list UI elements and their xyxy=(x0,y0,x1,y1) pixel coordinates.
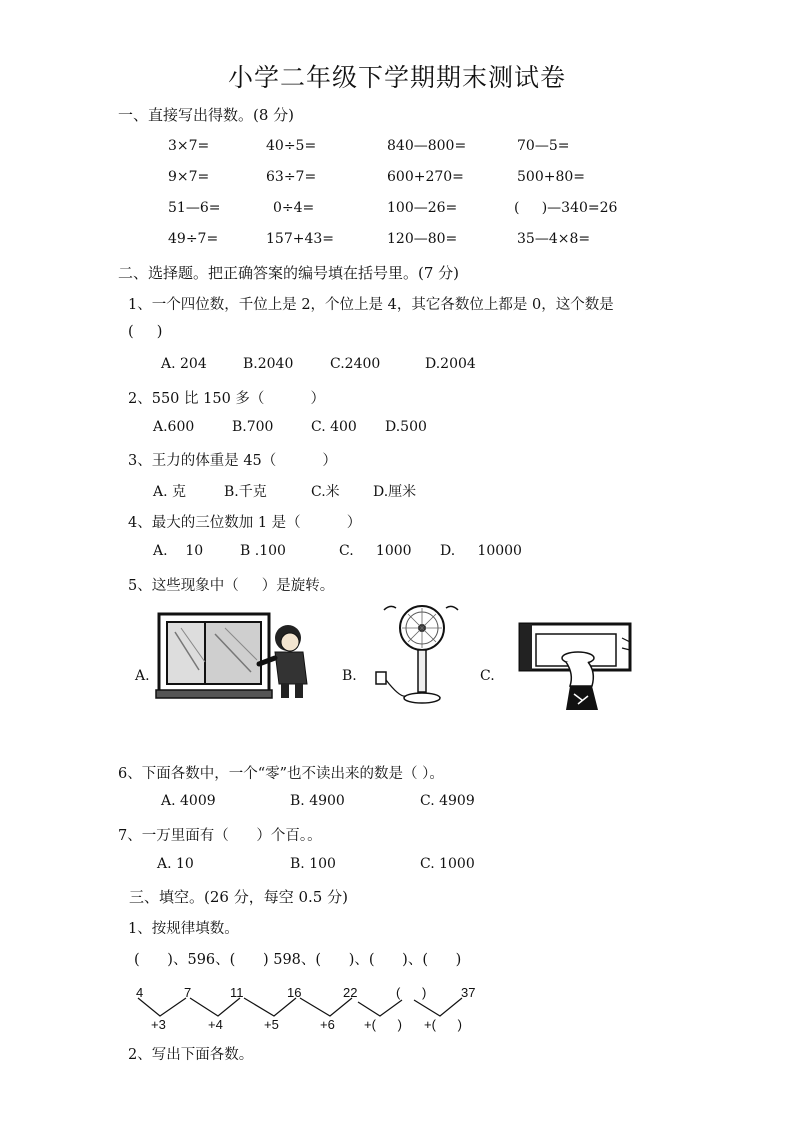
pattern-number: 4 xyxy=(136,985,144,1000)
option-d: D.500 xyxy=(385,419,427,435)
option-a: A.600 xyxy=(153,419,195,435)
option-b: B.700 xyxy=(232,419,274,435)
fill-question-2-text: 2、写出下面各数。 xyxy=(128,1047,254,1063)
option-a: A. 4009 xyxy=(161,793,216,809)
arith-item: 157+43= xyxy=(266,231,334,247)
arith-item: 51—6= xyxy=(168,200,221,216)
option-d: D. 10000 xyxy=(440,543,522,559)
section3-heading: 三、填空。(26 分，每空 0.5 分) xyxy=(129,888,348,906)
option-c: C. 400 xyxy=(311,419,357,435)
question-2-text: 2、550 比 150 多（ ） xyxy=(128,391,325,407)
arith-item: 100—26= xyxy=(387,200,458,216)
option-a: A. 204 xyxy=(161,356,207,372)
option-b: B. 100 xyxy=(290,856,336,872)
option-c: C. 1000 xyxy=(339,543,412,559)
question-7-text: 7、一万里面有（ ）个百。。 xyxy=(118,828,322,844)
option-c: C. 1000 xyxy=(420,856,475,872)
arith-item: 49÷7= xyxy=(168,231,219,247)
pattern-number: 22 xyxy=(343,985,358,1000)
arith-item: 840—800= xyxy=(387,138,467,154)
arith-item: 40÷5= xyxy=(266,138,317,154)
question-1-text: 1、一个四位数，千位上是 2，个位上是 4，其它各数位上都是 0，这个数是 xyxy=(128,297,614,313)
option-b: B.2040 xyxy=(243,356,294,372)
pattern-step: +3 xyxy=(151,1017,166,1032)
option-a: A. 10 xyxy=(157,856,194,872)
pattern-step: +5 xyxy=(264,1017,279,1032)
pattern-number: 37 xyxy=(461,985,476,1000)
option-c: C.米 xyxy=(311,484,340,500)
arith-item: 120—80= xyxy=(387,231,458,247)
question-4-text: 4、最大的三位数加 1 是（ ） xyxy=(128,515,362,531)
section2-heading: 二、选择题。把正确答案的编号填在括号里。(7 分) xyxy=(118,264,460,282)
question-1-blank: ( ) xyxy=(128,324,163,340)
option-d: D.2004 xyxy=(425,356,476,372)
arith-item: 3×7= xyxy=(168,138,210,154)
pattern-number: 7 xyxy=(184,985,192,1000)
picture-label-c: C. xyxy=(480,668,495,684)
option-a: A. 克 xyxy=(153,484,187,500)
arith-item: 0÷4= xyxy=(273,200,315,216)
arith-item: 35—4×8= xyxy=(517,231,591,247)
pattern-number: 16 xyxy=(287,985,302,1000)
pattern-step: +( ) xyxy=(424,1017,462,1032)
pattern-step: +4 xyxy=(208,1017,223,1032)
option-b: B. 4900 xyxy=(290,793,345,809)
option-a: A. 10 xyxy=(153,543,204,559)
arith-item: 9×7= xyxy=(168,169,210,185)
arith-item: ( )—340=26 xyxy=(514,200,618,216)
arith-item: 63÷7= xyxy=(266,169,317,185)
section1-heading: 一、直接写出得数。(8 分) xyxy=(118,106,295,124)
question-6-text: 6、下面各数中，一个“零”也不读出来的数是（ ）。 xyxy=(118,766,444,782)
option-b: B .100 xyxy=(240,543,286,559)
question-5-text: 5、这些现象中（ ）是旋转。 xyxy=(128,578,335,594)
option-c: C.2400 xyxy=(330,356,381,372)
number-sequence: ( )、596、( ) 598、( )、( )、( ) xyxy=(134,952,462,968)
arith-item: 70—5= xyxy=(517,138,570,154)
arith-item: 600+270= xyxy=(387,169,464,185)
option-c: C. 4909 xyxy=(420,793,475,809)
arith-item: 500+80= xyxy=(517,169,585,185)
pattern-number: 11 xyxy=(230,985,244,1000)
option-b: B.千克 xyxy=(224,484,267,500)
fill-question-1-text: 1、按规律填数。 xyxy=(128,921,239,937)
option-d: D.厘米 xyxy=(373,484,417,500)
window-illustration xyxy=(155,612,315,704)
picture-label-b: B. xyxy=(342,668,357,684)
pattern-step: +6 xyxy=(320,1017,335,1032)
question-3-text: 3、王力的体重是 45（ ） xyxy=(128,453,337,469)
page-title: 小学二年级下学期期末测试卷 xyxy=(227,63,566,92)
pattern-step: +( ) xyxy=(364,1017,402,1032)
fan-illustration xyxy=(370,600,470,708)
drawer-illustration xyxy=(516,614,634,710)
pattern-number: ( ) xyxy=(396,985,427,1000)
picture-label-a: A. xyxy=(135,668,150,684)
